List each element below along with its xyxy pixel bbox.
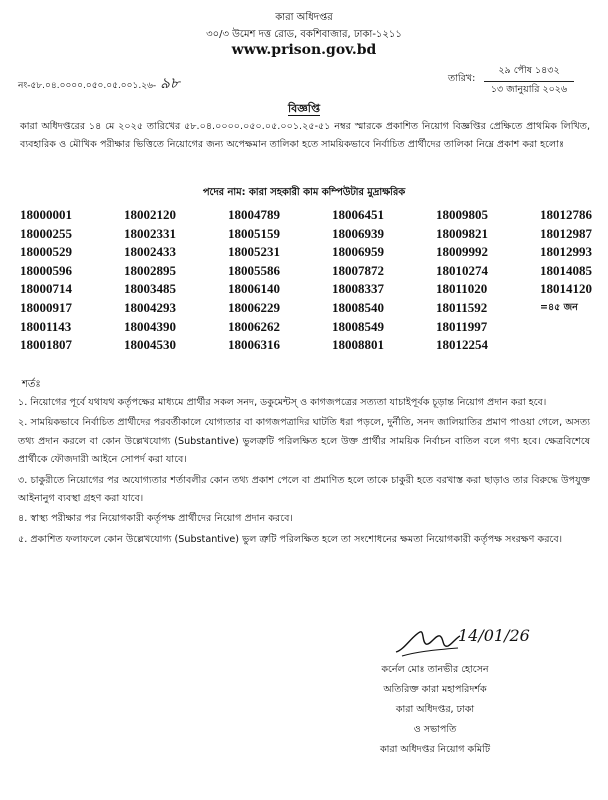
roll-number-table (20, 206, 600, 355)
roll-number-cell (540, 318, 600, 337)
condition-item: ৩. চাকুরীতে নিয়োগের পর অযোগ্যতার শর্তাবলীর কোন তথ্য প্রকাশ পেলে বা প্রমাণিত হলে তাকে চাকুরী হতে বরখাস্ত করা ছাড়াও তার বিরুদ্ধে উপযুক্ত আইনানুগ ব্যবস্থা গ্রহণ করা যাবে। (18, 474, 590, 505)
roll-number-cell: 18009992 (436, 244, 488, 260)
notice-title-text: বিজ্ঞপ্তি (288, 102, 320, 115)
roll-number-cell: 18010274 (436, 262, 488, 278)
notice-title (0, 100, 608, 119)
roll-number-cell: 18003485 (124, 281, 176, 297)
roll-number-cell: 18011592 (436, 299, 488, 315)
roll-number-cell: 18006229 (228, 299, 280, 315)
roll-number-cell: 18012987 (540, 225, 592, 241)
conditions-title: শর্তঃ (22, 379, 41, 390)
roll-number-cell: 18000917 (20, 299, 72, 315)
date-label: তারিখ: (448, 73, 476, 84)
signatory-block (330, 660, 540, 760)
org-website: www.prison.gov.bd (231, 42, 377, 58)
roll-number-cell: 18004390 (124, 318, 176, 334)
roll-number-cell: 18008337 (332, 281, 384, 297)
signatory-role: ও সভাপতি (413, 724, 457, 735)
condition-item: ৪. স্বাস্থ্য পরীক্ষার পর নিয়োগকারী কর্তৃপক্ষ প্রার্থীদের নিয়োগ প্রদান করবে। (18, 513, 293, 525)
roll-number-cell: 18002331 (124, 225, 176, 241)
roll-number-cell: 18004293 (124, 299, 176, 315)
roll-number-cell: 18008801 (332, 337, 384, 353)
roll-number-cell: 18006316 (228, 337, 280, 353)
roll-number-cell: 18009805 (436, 207, 488, 222)
roll-number-cell: 18004789 (228, 207, 280, 222)
conditions-list (18, 394, 590, 551)
roll-number-cell: 18001807 (20, 337, 72, 353)
date-bangla: ২৯ পৌষ ১৪৩২ (484, 64, 574, 82)
org-address: ৩০/৩ উমেশ দত্ত রোড, বকশিবাজার, ঢাকা-১২১১ (206, 29, 402, 40)
signatory-committee: কারা অধিদপ্তর নিয়োগ কমিটি (379, 744, 491, 755)
roll-number-cell: 18000255 (20, 225, 72, 241)
roll-number-cell: 18014085 (540, 262, 592, 278)
roll-number-cell: 18000714 (20, 281, 72, 297)
memo-number-text: নং-৫৮.০৪.০০০০.০৫০.০৫.০০১.২৬- (18, 81, 157, 91)
roll-number-cell: 18004530 (124, 337, 176, 353)
condition-item: ২. সাময়িকভাবে নির্বাচিত প্রার্থীদের পরবর্তীকালে যোগ্যতার বা কাগজপত্রাদির ঘাটতি ধরা পড়লে, দুর্নীতি, সনদ জালিয়াতির প্রমাণ পাওয়া গেলে, অসত্য তথ্য প্রদান করলে বা কোন উল্লেখযোগ্য (Substantive) ভুলত্রুটি পরিলক্ষিত হলে উক্ত প্রার্থীর সাময়িক নির্বাচন বাতিল বলে গণ্য হবে। ক্ষেত্রবিশেষে প্রার্থীকে ফৌজদারী আইনে সোপর্দ করা যাবে। (18, 417, 590, 466)
roll-number-cell: 18008540 (332, 299, 384, 315)
roll-number-cell: 18006939 (332, 225, 384, 241)
roll-number-cell: 18006262 (228, 318, 280, 334)
intro-paragraph: কারা অধিদপ্তরের ১৪ মে ২০২৫ তারিখের ৫৮.০৪.০০০০.০৫০.০৫.০০১.২৫-৫১ নম্বর স্মারকে প্রকাশিত নিয়োগ বিজ্ঞপ্তির প্রেক্ষিতে প্রাথমিক লিখিত, ব্যবহারিক ও মৌখিক পরীক্ষার ভিত্তিতে নিয়োগের জন্য অপেক্ষমান তালিকা হতে সাময়িকভাবে নির্বাচিত প্রার্থীদের তালিকা নিম্নে প্রকাশ করা হলোঃ (20, 121, 590, 150)
roll-number-cell: 18000001 (20, 207, 72, 222)
signatory-designation: অতিরিক্ত কারা মহাপরিদর্শক (383, 684, 487, 695)
total-count: =৪৫ জন (540, 301, 578, 313)
post-name: পদের নাম: কারা সহকারী কাম কম্পিউটার মুদ্রাক্ষরিক (202, 187, 406, 198)
signature-date: 14/01/26 (458, 626, 530, 645)
roll-number-cell: 18005231 (228, 244, 280, 260)
memo-handwritten-suffix: ৯৮ (160, 74, 180, 92)
roll-number-cell: 18012254 (436, 337, 488, 353)
signatory-name: কর্নেল মোঃ তানভীর হোসেন (381, 664, 489, 675)
roll-number-cell: 18006959 (332, 244, 384, 260)
roll-number-cell: 18009821 (436, 225, 488, 241)
org-name: কারা অধিদপ্তর (275, 12, 333, 23)
roll-number-cell: 18001143 (20, 318, 72, 334)
roll-number-cell: 18000596 (20, 262, 72, 278)
roll-number-cell: 18006140 (228, 281, 280, 297)
roll-number-cell: 18005586 (228, 262, 280, 278)
roll-number-cell: 18002120 (124, 207, 176, 222)
roll-number-cell: 18014120 (540, 281, 592, 297)
date-english: ১৩ জানুয়ারি ২০২৬ (490, 84, 568, 95)
signature-scribble (392, 622, 462, 662)
roll-number-cell: 18007872 (332, 262, 384, 278)
roll-number-cell: 18002433 (124, 244, 176, 260)
roll-number-cell (540, 336, 600, 355)
roll-number-cell: 18005159 (228, 225, 280, 241)
roll-number-cell: 18000529 (20, 244, 72, 260)
roll-number-cell: 18011997 (436, 318, 488, 334)
roll-number-cell: 18002895 (124, 262, 176, 278)
roll-number-cell: 18012786 (540, 207, 592, 222)
condition-item: ১. নিয়োগের পূর্বে যথাযথ কর্তৃপক্ষের মাধ্যমে প্রার্থীর সকল সনদ, ডকুমেন্টস্ ও কাগজপত্রের সত্যতা যাচাইপূর্বক চূড়ান্ত নিয়োগ প্রদান করা হবে। (18, 397, 547, 408)
roll-number-cell: 18012993 (540, 244, 592, 260)
roll-number-cell: 18008549 (332, 318, 384, 334)
condition-item: ৫. প্রকাশিত ফলাফলে কোন উল্লেখযোগ্য (Substantive) ভুল ত্রুটি পরিলক্ষিত হলে তা সংশোধনের ক্ষমতা নিয়োগকারী কর্তৃপক্ষ সংরক্ষণ করবে। (18, 533, 563, 545)
memo-number (18, 72, 180, 97)
signatory-office: কারা অধিদপ্তর, ঢাকা (395, 704, 475, 715)
roll-number-cell: 18011020 (436, 281, 488, 297)
roll-number-cell: 18006451 (332, 207, 384, 222)
